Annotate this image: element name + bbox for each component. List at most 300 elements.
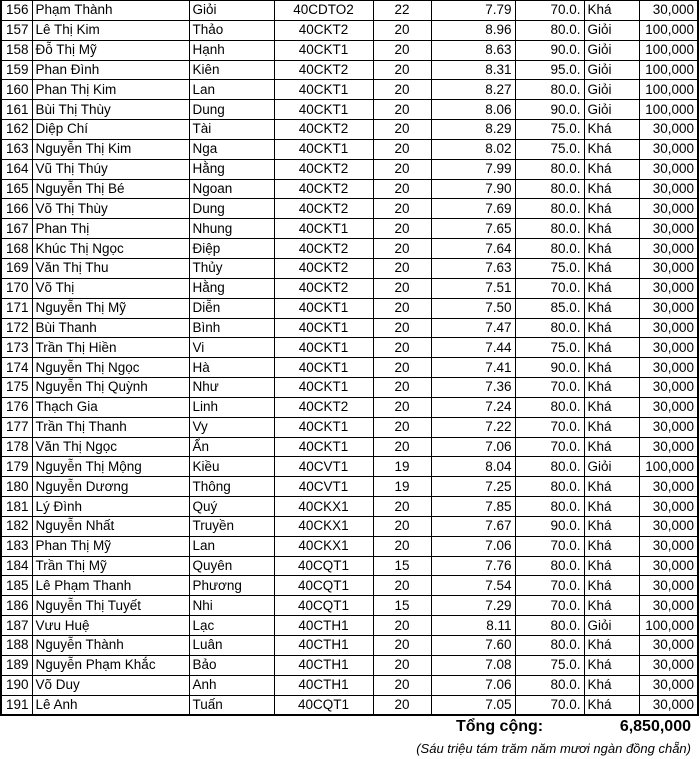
class-code-cell: 40CKT1 bbox=[274, 298, 373, 318]
conduct-score-cell: 75.0. bbox=[515, 120, 584, 140]
surname-cell: Nguyễn Thị Mỹ bbox=[32, 298, 189, 318]
gpa-cell: 7.06 bbox=[431, 675, 515, 695]
row-number: 162 bbox=[1, 120, 32, 140]
conduct-score-cell: 70.0. bbox=[515, 278, 584, 298]
given-name-cell: Ngoan bbox=[189, 179, 274, 199]
given-name-cell: Hà bbox=[189, 358, 274, 378]
table-row bbox=[1, 616, 698, 636]
surname-cell: Nguyễn Thị Kim bbox=[32, 139, 189, 159]
table-row bbox=[1, 338, 698, 358]
conduct-score-cell: 75.0. bbox=[515, 139, 584, 159]
given-name-cell: Thủy bbox=[189, 258, 274, 278]
rank-cell: Khá bbox=[584, 179, 639, 199]
table-row bbox=[1, 20, 698, 40]
conduct-score-cell: 80.0. bbox=[515, 675, 584, 695]
total-value: 6,850,000 bbox=[619, 718, 691, 735]
row-number: 159 bbox=[1, 60, 32, 80]
rank-cell: Khá bbox=[584, 239, 639, 259]
row-number: 161 bbox=[1, 100, 32, 120]
class-code-cell: 40CKT2 bbox=[274, 199, 373, 219]
given-name-cell: Nhung bbox=[189, 219, 274, 239]
table-row bbox=[1, 556, 698, 576]
conduct-score-cell: 70.0. bbox=[515, 536, 584, 556]
class-code-cell: 40CQT1 bbox=[274, 576, 373, 596]
row-number: 187 bbox=[1, 616, 32, 636]
amount-cell: 30,000 bbox=[639, 516, 698, 536]
row-number: 166 bbox=[1, 199, 32, 219]
gpa-cell: 7.08 bbox=[431, 655, 515, 675]
gpa-cell: 7.51 bbox=[431, 278, 515, 298]
row-number: 178 bbox=[1, 437, 32, 457]
conduct-score-cell: 90.0. bbox=[515, 516, 584, 536]
table-row bbox=[1, 1, 698, 21]
given-name-cell: Kiên bbox=[189, 60, 274, 80]
table-row bbox=[1, 695, 698, 715]
gpa-cell: 8.31 bbox=[431, 60, 515, 80]
given-name-cell: Ẩn bbox=[189, 437, 274, 457]
row-number: 164 bbox=[1, 159, 32, 179]
row-number: 158 bbox=[1, 40, 32, 60]
class-code-cell: 40CKX1 bbox=[274, 497, 373, 517]
conduct-score-cell: 75.0. bbox=[515, 258, 584, 278]
class-code-cell: 40CTH1 bbox=[274, 616, 373, 636]
surname-cell: Trần Thị Thanh bbox=[32, 417, 189, 437]
amount-cell: 30,000 bbox=[639, 596, 698, 616]
rank-cell: Khá bbox=[584, 258, 639, 278]
row-number: 183 bbox=[1, 536, 32, 556]
rank-cell: Khá bbox=[584, 159, 639, 179]
surname-cell: Đỗ Thị Mỹ bbox=[32, 40, 189, 60]
rank-cell: Khá bbox=[584, 1, 639, 21]
surname-cell: Văn Thị Thu bbox=[32, 258, 189, 278]
surname-cell: Vũ Thị Thúy bbox=[32, 159, 189, 179]
class-code-cell: 40CKT2 bbox=[274, 258, 373, 278]
surname-cell: Văn Thị Ngọc bbox=[32, 437, 189, 457]
table-row bbox=[1, 179, 698, 199]
credits-cell: 20 bbox=[373, 219, 431, 239]
amount-cell: 100,000 bbox=[639, 40, 698, 60]
given-name-cell: Quý bbox=[189, 497, 274, 517]
surname-cell: Trần Thị Hiền bbox=[32, 338, 189, 358]
surname-cell: Nguyễn Dương bbox=[32, 477, 189, 497]
credits-cell: 20 bbox=[373, 397, 431, 417]
amount-cell: 30,000 bbox=[639, 278, 698, 298]
amount-cell: 100,000 bbox=[639, 60, 698, 80]
surname-cell: Phan Thị Kim bbox=[32, 80, 189, 100]
gpa-cell: 8.63 bbox=[431, 40, 515, 60]
rank-cell: Khá bbox=[584, 139, 639, 159]
table-row bbox=[1, 318, 698, 338]
conduct-score-cell: 80.0. bbox=[515, 457, 584, 477]
rank-cell: Khá bbox=[584, 576, 639, 596]
rank-cell: Khá bbox=[584, 655, 639, 675]
class-code-cell: 40CDTO2 bbox=[274, 1, 373, 21]
table-row bbox=[1, 120, 698, 140]
table-row bbox=[1, 576, 698, 596]
conduct-score-cell: 80.0. bbox=[515, 497, 584, 517]
gpa-cell: 7.65 bbox=[431, 219, 515, 239]
row-number: 170 bbox=[1, 278, 32, 298]
credits-cell: 20 bbox=[373, 497, 431, 517]
gpa-cell: 8.29 bbox=[431, 120, 515, 140]
credits-cell: 20 bbox=[373, 437, 431, 457]
credits-cell: 20 bbox=[373, 318, 431, 338]
credits-cell: 20 bbox=[373, 159, 431, 179]
credits-cell: 20 bbox=[373, 120, 431, 140]
surname-cell: Phạm Thành bbox=[32, 1, 189, 21]
conduct-score-cell: 80.0. bbox=[515, 556, 584, 576]
row-number: 186 bbox=[1, 596, 32, 616]
given-name-cell: Kiều bbox=[189, 457, 274, 477]
table-row bbox=[1, 477, 698, 497]
class-code-cell: 40CKX1 bbox=[274, 516, 373, 536]
row-number: 175 bbox=[1, 378, 32, 398]
table-row bbox=[1, 60, 698, 80]
conduct-score-cell: 80.0. bbox=[515, 616, 584, 636]
credits-cell: 15 bbox=[373, 556, 431, 576]
surname-cell: Thạch Gia bbox=[32, 397, 189, 417]
credits-cell: 19 bbox=[373, 477, 431, 497]
credits-cell: 20 bbox=[373, 100, 431, 120]
surname-cell: Nguyễn Phạm Khắc bbox=[32, 655, 189, 675]
rank-cell: Khá bbox=[584, 219, 639, 239]
table-row bbox=[1, 199, 698, 219]
given-name-cell: Vi bbox=[189, 338, 274, 358]
table-row bbox=[1, 675, 698, 695]
class-code-cell: 40CKT2 bbox=[274, 20, 373, 40]
conduct-score-cell: 70.0. bbox=[515, 437, 584, 457]
table-row bbox=[1, 497, 698, 517]
amount-cell: 30,000 bbox=[639, 358, 698, 378]
rank-cell: Khá bbox=[584, 695, 639, 715]
given-name-cell: Linh bbox=[189, 397, 274, 417]
given-name-cell: Bảo bbox=[189, 655, 274, 675]
amount-cell: 30,000 bbox=[639, 239, 698, 259]
surname-cell: Nguyễn Thành bbox=[32, 636, 189, 656]
gpa-cell: 8.96 bbox=[431, 20, 515, 40]
gpa-cell: 7.63 bbox=[431, 258, 515, 278]
gpa-cell: 7.85 bbox=[431, 497, 515, 517]
row-number: 181 bbox=[1, 497, 32, 517]
amount-cell: 30,000 bbox=[639, 378, 698, 398]
given-name-cell: Vy bbox=[189, 417, 274, 437]
gpa-cell: 7.60 bbox=[431, 636, 515, 656]
gpa-cell: 8.04 bbox=[431, 457, 515, 477]
rank-cell: Giỏi bbox=[584, 100, 639, 120]
row-number: 182 bbox=[1, 516, 32, 536]
amount-cell: 30,000 bbox=[639, 219, 698, 239]
class-code-cell: 40CKT1 bbox=[274, 417, 373, 437]
surname-cell: Bùi Thị Thùy bbox=[32, 100, 189, 120]
amount-cell: 30,000 bbox=[639, 199, 698, 219]
row-number: 189 bbox=[1, 655, 32, 675]
rank-cell: Giỏi bbox=[584, 40, 639, 60]
gpa-cell: 7.90 bbox=[431, 179, 515, 199]
given-name-cell: Hằng bbox=[189, 159, 274, 179]
row-number: 179 bbox=[1, 457, 32, 477]
conduct-score-cell: 85.0. bbox=[515, 298, 584, 318]
surname-cell: Nguyễn Thị Tuyết bbox=[32, 596, 189, 616]
amount-cell: 30,000 bbox=[639, 675, 698, 695]
row-number: 173 bbox=[1, 338, 32, 358]
surname-cell: Lê Phạm Thanh bbox=[32, 576, 189, 596]
surname-cell: Võ Thị bbox=[32, 278, 189, 298]
given-name-cell: Truyền bbox=[189, 516, 274, 536]
class-code-cell: 40CKT1 bbox=[274, 219, 373, 239]
row-number: 176 bbox=[1, 397, 32, 417]
rank-cell: Khá bbox=[584, 516, 639, 536]
surname-cell: Võ Thị Thùy bbox=[32, 199, 189, 219]
credits-cell: 20 bbox=[373, 616, 431, 636]
amount-cell: 100,000 bbox=[639, 100, 698, 120]
given-name-cell: Thông bbox=[189, 477, 274, 497]
given-name-cell: Nga bbox=[189, 139, 274, 159]
row-number: 167 bbox=[1, 219, 32, 239]
gpa-cell: 7.29 bbox=[431, 596, 515, 616]
rank-cell: Khá bbox=[584, 298, 639, 318]
credits-cell: 20 bbox=[373, 358, 431, 378]
amount-cell: 30,000 bbox=[639, 159, 698, 179]
rank-cell: Khá bbox=[584, 536, 639, 556]
table-row bbox=[1, 596, 698, 616]
surname-cell: Lê Anh bbox=[32, 695, 189, 715]
rank-cell: Giỏi bbox=[584, 616, 639, 636]
table-row bbox=[1, 278, 698, 298]
amount-cell: 30,000 bbox=[639, 179, 698, 199]
conduct-score-cell: 80.0. bbox=[515, 179, 584, 199]
surname-cell: Nguyễn Nhất bbox=[32, 516, 189, 536]
class-code-cell: 40CKT1 bbox=[274, 139, 373, 159]
row-number: 157 bbox=[1, 20, 32, 40]
row-number: 168 bbox=[1, 239, 32, 259]
table-row bbox=[1, 397, 698, 417]
class-code-cell: 40CKT2 bbox=[274, 278, 373, 298]
credits-cell: 20 bbox=[373, 636, 431, 656]
rank-cell: Khá bbox=[584, 417, 639, 437]
amount-cell: 30,000 bbox=[639, 417, 698, 437]
credits-cell: 20 bbox=[373, 258, 431, 278]
table-row bbox=[1, 437, 698, 457]
table-row bbox=[1, 536, 698, 556]
table-body bbox=[1, 1, 698, 716]
given-name-cell: Tài bbox=[189, 120, 274, 140]
table-row bbox=[1, 636, 698, 656]
credits-cell: 20 bbox=[373, 179, 431, 199]
table-row bbox=[1, 417, 698, 437]
gpa-cell: 7.76 bbox=[431, 556, 515, 576]
conduct-score-cell: 80.0. bbox=[515, 20, 584, 40]
gpa-cell: 7.99 bbox=[431, 159, 515, 179]
conduct-score-cell: 80.0. bbox=[515, 199, 584, 219]
credits-cell: 20 bbox=[373, 536, 431, 556]
class-code-cell: 40CKX1 bbox=[274, 536, 373, 556]
credits-cell: 20 bbox=[373, 695, 431, 715]
surname-cell: Phan Thị bbox=[32, 219, 189, 239]
conduct-score-cell: 90.0. bbox=[515, 100, 584, 120]
class-code-cell: 40CKT2 bbox=[274, 159, 373, 179]
credits-cell: 20 bbox=[373, 80, 431, 100]
class-code-cell: 40CKT1 bbox=[274, 437, 373, 457]
gpa-cell: 7.79 bbox=[431, 1, 515, 21]
gpa-cell: 7.44 bbox=[431, 338, 515, 358]
row-number: 160 bbox=[1, 80, 32, 100]
class-code-cell: 40CQT1 bbox=[274, 596, 373, 616]
rank-cell: Khá bbox=[584, 437, 639, 457]
amount-cell: 30,000 bbox=[639, 536, 698, 556]
amount-cell: 30,000 bbox=[639, 477, 698, 497]
row-number: 165 bbox=[1, 179, 32, 199]
rank-cell: Giỏi bbox=[584, 60, 639, 80]
surname-cell: Vưu Huệ bbox=[32, 616, 189, 636]
given-name-cell: Giỏi bbox=[189, 1, 274, 21]
amount-cell: 30,000 bbox=[639, 139, 698, 159]
surname-cell: Lê Thị Kim bbox=[32, 20, 189, 40]
amount-cell: 100,000 bbox=[639, 457, 698, 477]
surname-cell: Nguyễn Thị Ngọc bbox=[32, 358, 189, 378]
row-number: 180 bbox=[1, 477, 32, 497]
row-number: 177 bbox=[1, 417, 32, 437]
table-row bbox=[1, 457, 698, 477]
conduct-score-cell: 80.0. bbox=[515, 239, 584, 259]
gpa-cell: 7.36 bbox=[431, 378, 515, 398]
conduct-score-cell: 70.0. bbox=[515, 378, 584, 398]
table-row bbox=[1, 80, 698, 100]
credits-cell: 20 bbox=[373, 655, 431, 675]
given-name-cell: Lan bbox=[189, 536, 274, 556]
conduct-score-cell: 75.0. bbox=[515, 655, 584, 675]
amount-cell: 30,000 bbox=[639, 437, 698, 457]
conduct-score-cell: 80.0. bbox=[515, 318, 584, 338]
given-name-cell: Diễn bbox=[189, 298, 274, 318]
rank-cell: Khá bbox=[584, 477, 639, 497]
class-code-cell: 40CKT2 bbox=[274, 179, 373, 199]
given-name-cell: Luân bbox=[189, 636, 274, 656]
credits-cell: 20 bbox=[373, 139, 431, 159]
class-code-cell: 40CVT1 bbox=[274, 457, 373, 477]
gpa-cell: 7.06 bbox=[431, 536, 515, 556]
table-row bbox=[1, 655, 698, 675]
row-number: 169 bbox=[1, 258, 32, 278]
given-name-cell: Lan bbox=[189, 80, 274, 100]
row-number: 191 bbox=[1, 695, 32, 715]
surname-cell: Nguyễn Thị Mộng bbox=[32, 457, 189, 477]
rank-cell: Khá bbox=[584, 199, 639, 219]
conduct-score-cell: 80.0. bbox=[515, 80, 584, 100]
rank-cell: Khá bbox=[584, 556, 639, 576]
credits-cell: 20 bbox=[373, 675, 431, 695]
row-number: 172 bbox=[1, 318, 32, 338]
rank-cell: Khá bbox=[584, 497, 639, 517]
conduct-score-cell: 95.0. bbox=[515, 60, 584, 80]
rank-cell: Khá bbox=[584, 675, 639, 695]
gpa-cell: 8.27 bbox=[431, 80, 515, 100]
row-number: 184 bbox=[1, 556, 32, 576]
table-row bbox=[1, 100, 698, 120]
amount-cell: 30,000 bbox=[639, 695, 698, 715]
rank-cell: Khá bbox=[584, 358, 639, 378]
amount-cell: 30,000 bbox=[639, 258, 698, 278]
row-number: 190 bbox=[1, 675, 32, 695]
given-name-cell: Như bbox=[189, 378, 274, 398]
given-name-cell: Bình bbox=[189, 318, 274, 338]
gpa-cell: 8.11 bbox=[431, 616, 515, 636]
rank-cell: Giỏi bbox=[584, 80, 639, 100]
surname-cell: Trần Thị Mỹ bbox=[32, 556, 189, 576]
class-code-cell: 40CKT2 bbox=[274, 120, 373, 140]
conduct-score-cell: 90.0. bbox=[515, 40, 584, 60]
given-name-cell: Dung bbox=[189, 199, 274, 219]
class-code-cell: 40CQT1 bbox=[274, 695, 373, 715]
gpa-cell: 7.41 bbox=[431, 358, 515, 378]
table-row bbox=[1, 159, 698, 179]
row-number: 156 bbox=[1, 1, 32, 21]
conduct-score-cell: 90.0. bbox=[515, 358, 584, 378]
class-code-cell: 40CKT1 bbox=[274, 358, 373, 378]
amount-cell: 30,000 bbox=[639, 120, 698, 140]
class-code-cell: 40CKT1 bbox=[274, 378, 373, 398]
table-row bbox=[1, 139, 698, 159]
amount-cell: 30,000 bbox=[639, 497, 698, 517]
gpa-cell: 7.54 bbox=[431, 576, 515, 596]
amount-cell: 30,000 bbox=[639, 318, 698, 338]
row-number: 171 bbox=[1, 298, 32, 318]
conduct-score-cell: 80.0. bbox=[515, 397, 584, 417]
given-name-cell: Tuấn bbox=[189, 695, 274, 715]
gpa-cell: 7.06 bbox=[431, 437, 515, 457]
row-number: 185 bbox=[1, 576, 32, 596]
conduct-score-cell: 80.0. bbox=[515, 159, 584, 179]
class-code-cell: 40CKT2 bbox=[274, 60, 373, 80]
gpa-cell: 7.24 bbox=[431, 397, 515, 417]
table-row bbox=[1, 378, 698, 398]
credits-cell: 22 bbox=[373, 1, 431, 21]
given-name-cell: Hạnh bbox=[189, 40, 274, 60]
gpa-cell: 7.47 bbox=[431, 318, 515, 338]
conduct-score-cell: 70.0. bbox=[515, 417, 584, 437]
rank-cell: Giỏi bbox=[584, 20, 639, 40]
credits-cell: 20 bbox=[373, 338, 431, 358]
class-code-cell: 40CTH1 bbox=[274, 636, 373, 656]
credits-cell: 15 bbox=[373, 596, 431, 616]
amount-cell: 100,000 bbox=[639, 616, 698, 636]
rank-cell: Khá bbox=[584, 318, 639, 338]
rank-cell: Khá bbox=[584, 278, 639, 298]
credits-cell: 20 bbox=[373, 516, 431, 536]
rank-cell: Giỏi bbox=[584, 457, 639, 477]
conduct-score-cell: 80.0. bbox=[515, 636, 584, 656]
rank-cell: Khá bbox=[584, 397, 639, 417]
gpa-cell: 7.22 bbox=[431, 417, 515, 437]
conduct-score-cell: 80.0. bbox=[515, 477, 584, 497]
credits-cell: 20 bbox=[373, 417, 431, 437]
given-name-cell: Điệp bbox=[189, 239, 274, 259]
surname-cell: Diệp Chí bbox=[32, 120, 189, 140]
row-number: 174 bbox=[1, 358, 32, 378]
gpa-cell: 8.02 bbox=[431, 139, 515, 159]
credits-cell: 20 bbox=[373, 278, 431, 298]
gpa-cell: 7.69 bbox=[431, 199, 515, 219]
surname-cell: Võ Duy bbox=[32, 675, 189, 695]
rank-cell: Khá bbox=[584, 338, 639, 358]
table-row bbox=[1, 239, 698, 259]
row-number: 163 bbox=[1, 139, 32, 159]
credits-cell: 19 bbox=[373, 457, 431, 477]
given-name-cell: Thảo bbox=[189, 20, 274, 40]
table-row bbox=[1, 258, 698, 278]
class-code-cell: 40CTH1 bbox=[274, 675, 373, 695]
amount-cell: 30,000 bbox=[639, 556, 698, 576]
row-number: 188 bbox=[1, 636, 32, 656]
